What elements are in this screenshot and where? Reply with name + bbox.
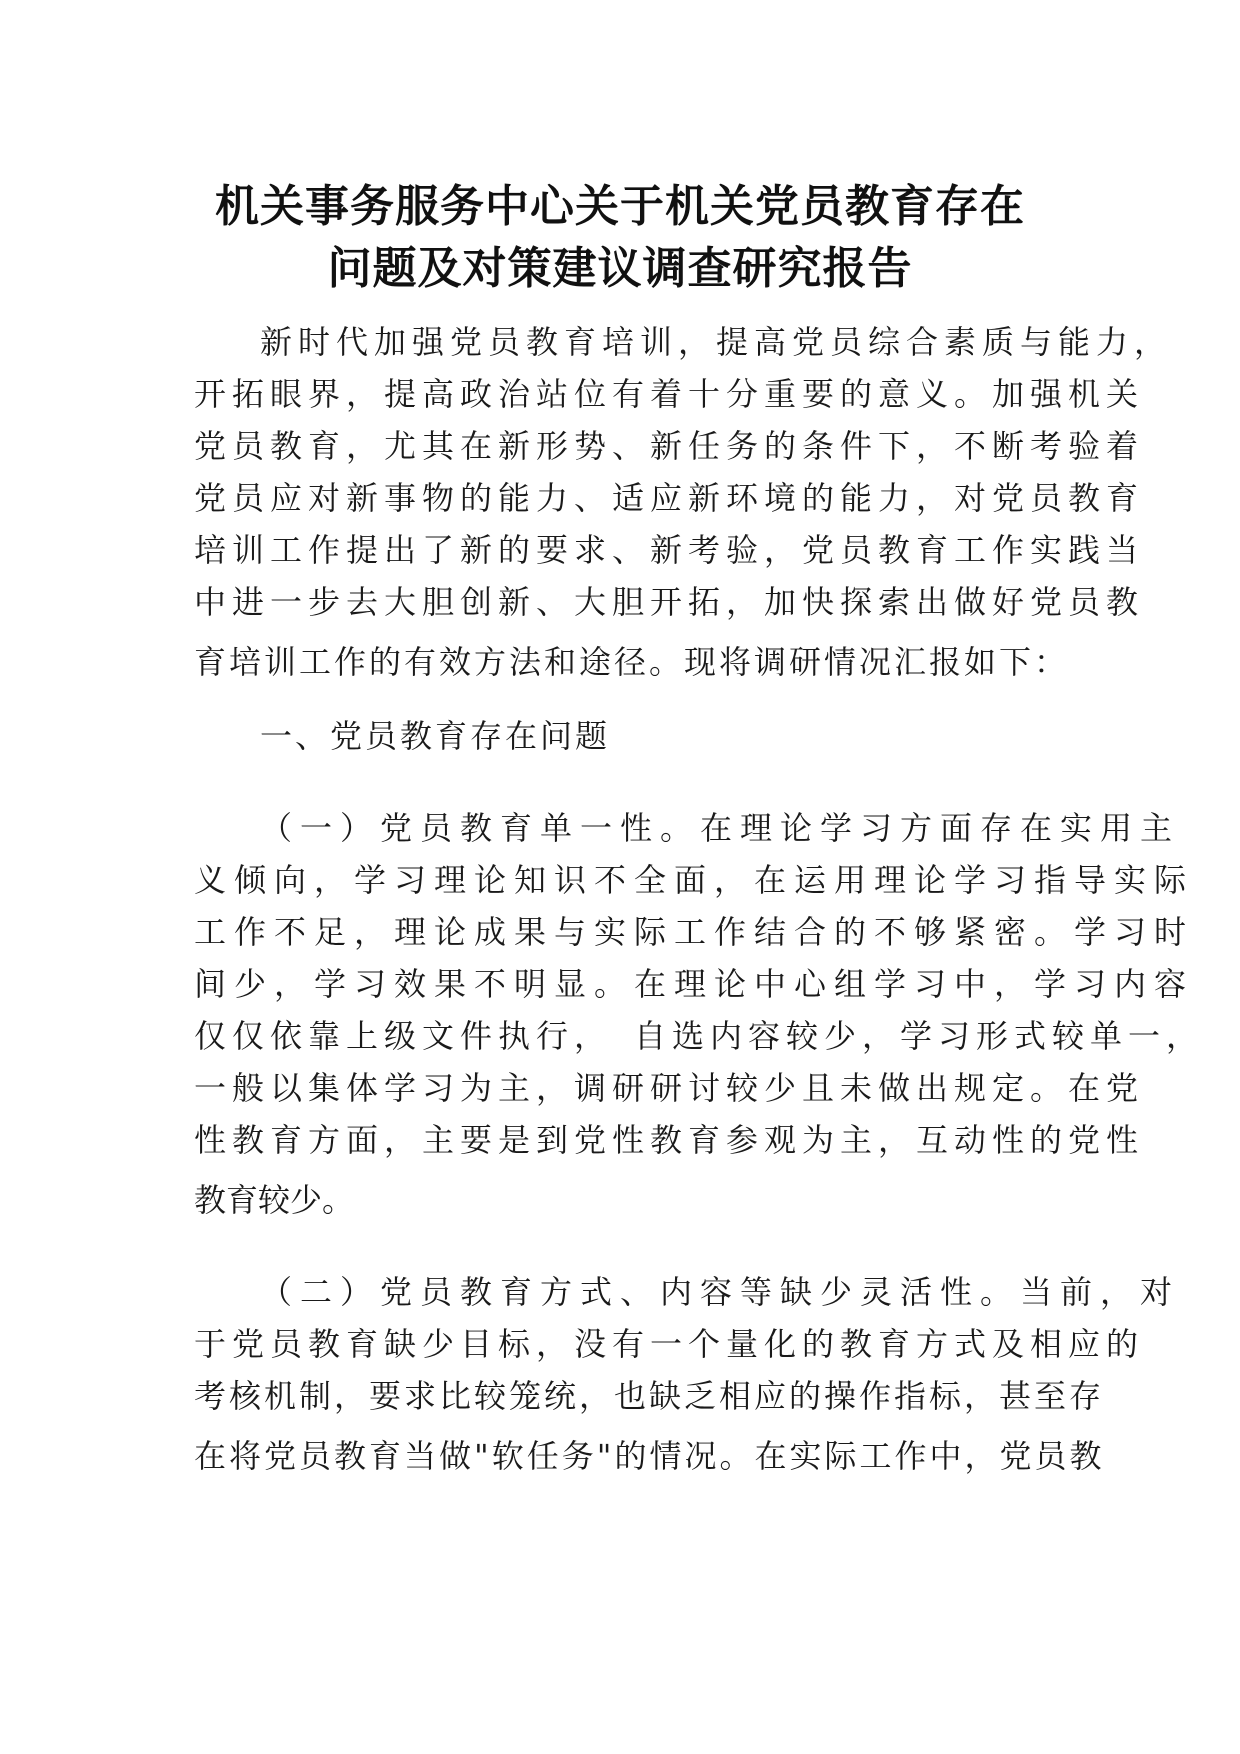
paragraph-1-line: 开拓眼界，提高政治站位有着十分重要的意义。加强机关 xyxy=(194,375,1145,413)
paragraph-1-line: 培训工作提出了新的要求、新考验，党员教育工作实践当 xyxy=(194,531,1145,569)
document-title-line-1: 机关事务服务中心关于机关党员教育存在 xyxy=(215,181,1025,232)
paragraph-2-line: 工作不足，理论成果与实际工作结合的不够紧密。学习时 xyxy=(194,913,1195,951)
paragraph-3-line: （二）党员教育方式、内容等缺少灵活性。当前，对 xyxy=(260,1273,1181,1311)
paragraph-2-line: 教育较少。 xyxy=(194,1181,355,1219)
paragraph-1-line: 党员应对新事物的能力、适应新环境的能力，对党员教育 xyxy=(194,479,1145,517)
paragraph-1-line: 中进一步去大胆创新、大胆开拓，加快探索出做好党员教 xyxy=(194,583,1145,621)
section-heading: 一、党员教育存在问题 xyxy=(260,717,611,755)
paragraph-2-line: 一般以集体学习为主，调研研讨较少且未做出规定。在党 xyxy=(194,1069,1145,1107)
paragraph-1-line: 育培训工作的有效方法和途径。现将调研情况汇报如下： xyxy=(194,643,1070,681)
paragraph-2-line: 性教育方面，主要是到党性教育参观为主，互动性的党性 xyxy=(194,1121,1145,1159)
paragraph-1-line: 党员教育，尤其在新形势、新任务的条件下，不断考验着 xyxy=(194,427,1145,465)
paragraph-2-line: 仅仅依靠上级文件执行， 自选内容较少，学习形式较单一， xyxy=(194,1017,1205,1055)
paragraph-3-line: 考核机制，要求比较笼统，也缺乏相应的操作指标，甚至存 xyxy=(194,1377,1105,1415)
paragraph-3-line: 于党员教育缺少目标，没有一个量化的教育方式及相应的 xyxy=(194,1325,1145,1363)
document-title-line-2: 问题及对策建议调查研究报告 xyxy=(327,243,913,294)
paragraph-2-line: 间少，学习效果不明显。在理论中心组学习中，学习内容 xyxy=(194,965,1195,1003)
paragraph-2-line: 义倾向，学习理论知识不全面，在运用理论学习指导实际 xyxy=(194,861,1195,899)
paragraph-2-line: （一）党员教育单一性。在理论学习方面存在实用主 xyxy=(260,809,1181,847)
paragraph-3-line: 在将党员教育当做"软任务"的情况。在实际工作中，党员教 xyxy=(194,1437,1105,1475)
paragraph-1-line: 新时代加强党员教育培训，提高党员综合素质与能力， xyxy=(260,323,1173,361)
